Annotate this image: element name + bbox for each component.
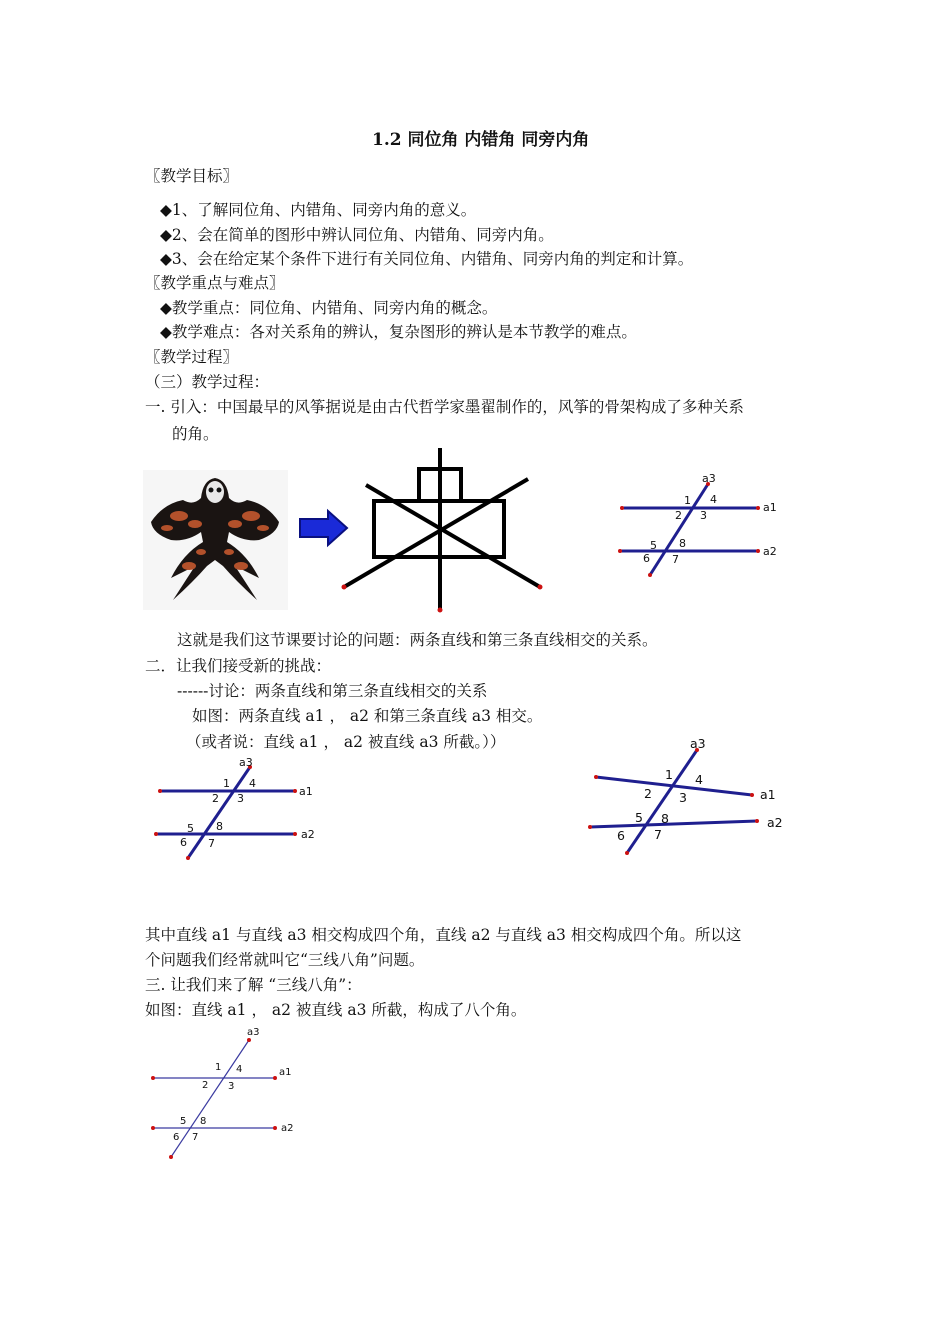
angle-label: 6 [617,828,625,843]
section-goals-heading: 〖教学目标〗 [145,167,239,185]
understand-text: 如图：直线 a1 ， a2 被直线 a3 所截，构成了八个角。 [145,1001,527,1019]
section-keypoints-heading: 〖教学重点与难点〗 [145,274,285,292]
goal-item: ◆2、会在简单的图形中辨认同位角、内错角、同旁内角。 [160,226,554,244]
angle-label: 6 [643,552,650,565]
label-a2: a2 [281,1123,294,1134]
angle-label: 2 [202,1080,209,1091]
angle-label: 4 [249,777,256,790]
angle-label: 7 [208,837,215,850]
intro-paragraph: 一. 引入：中国最早的风筝据说是由古代哲学家墨翟制作的，风筝的骨架构成了多种关系 [145,398,744,416]
angle-label: 5 [635,810,643,825]
label-a1: a1 [279,1067,292,1078]
angle-label: 8 [661,811,669,826]
label-a3: a3 [239,756,253,769]
kite-frame-diagram [338,445,548,615]
label-a1: a1 [760,787,776,802]
keypoint-item: ◆教学难点：各对关系角的辨认，复杂图形的辨认是本节教学的难点。 [160,323,637,341]
angle-label: 6 [180,836,187,849]
angle-label: 3 [228,1081,235,1092]
angle-label: 2 [675,509,682,522]
as-shown-line: 如图：两条直线 a1 ， a2 和第三条直线 a3 相交。 [192,707,543,725]
kite-image [143,470,288,610]
angle-label: 1 [665,767,673,782]
label-a2: a2 [301,828,315,841]
angle-label: 7 [654,827,662,842]
label-a3: a3 [247,1027,260,1038]
angle-label: 7 [672,553,679,566]
angle-label: 4 [695,772,703,787]
label-a1: a1 [299,785,313,798]
angle-label: 1 [684,494,691,507]
angle-label: 2 [212,792,219,805]
label-a3: a3 [690,736,706,751]
angle-label: 3 [679,790,687,805]
angle-label: 8 [679,537,686,550]
process-subheading: （三）教学过程： [145,373,270,391]
angle-label: 1 [223,777,230,790]
page-title: 1.2 同位角 内错角 同旁内角 [372,130,590,150]
explanation-paragraph-cont: 个问题我们经常就叫它“三线八角”问题。 [145,951,425,969]
three-lines-diagram-2 [150,755,335,865]
understand-heading: 三. 让我们来了解 “三线八角”： [145,976,362,994]
explanation-paragraph: 其中直线 a1 与直线 a3 相交构成四个角，直线 a2 与直线 a3 相交构成四个角。所以这 [145,926,742,944]
angle-label: 3 [237,792,244,805]
intro-paragraph-cont: 的角。 [172,425,219,443]
keypoint-item: ◆教学重点：同位角、内错角、同旁内角的概念。 [160,299,498,317]
angle-label: 5 [650,539,657,552]
angle-label: 2 [644,786,652,801]
label-a2: a2 [763,545,777,558]
challenge-heading: 二．让我们接受新的挑战： [145,657,332,675]
three-lines-diagram-3 [582,732,802,862]
angle-label: 6 [173,1132,180,1143]
three-lines-diagram-4 [145,1022,315,1162]
goal-item: ◆1、了解同位角、内错角、同旁内角的意义。 [160,201,477,219]
angle-label: 3 [700,509,707,522]
angle-label: 4 [710,493,717,506]
discussion-line: ------讨论：两条直线和第三条直线相交的关系 [177,682,488,700]
angle-label: 8 [200,1116,207,1127]
angle-label: 5 [187,822,194,835]
angle-label: 7 [192,1132,199,1143]
angle-label: 5 [180,1116,187,1127]
or-say-line: （或者说：直线 a1 ， a2 被直线 a3 所截。）） [186,733,506,751]
label-a3: a3 [702,472,716,485]
label-a1: a1 [763,501,777,514]
angle-label: 4 [236,1064,243,1075]
angle-label: 8 [216,820,223,833]
section-process-heading: 〖教学过程〗 [145,348,239,366]
label-a2: a2 [767,815,783,830]
three-lines-diagram-1 [610,470,800,580]
goal-item: ◆3、会在给定某个条件下进行有关同位角、内错角、同旁内角的判定和计算。 [160,250,694,268]
angle-label: 1 [215,1062,222,1073]
problem-statement: 这就是我们这节课要讨论的问题：两条直线和第三条直线相交的关系。 [177,631,658,649]
